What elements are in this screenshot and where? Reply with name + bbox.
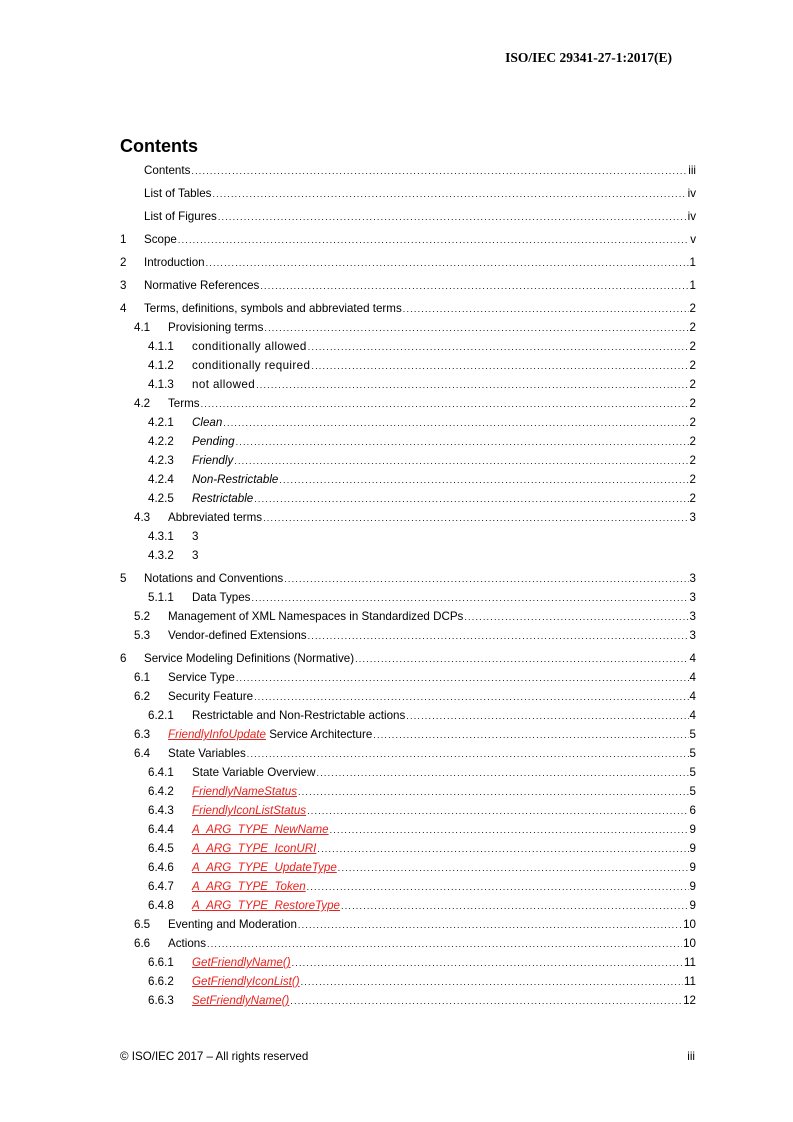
toc-entry-page: 9 <box>689 861 696 874</box>
toc-entry[interactable] <box>120 435 696 454</box>
toc-entry-title: Introduction <box>144 256 205 269</box>
dot-leader <box>307 882 689 892</box>
toc-entry-page: 4 <box>689 690 696 703</box>
toc-entry[interactable] <box>120 416 696 435</box>
toc-entry-page: 6 <box>689 804 696 817</box>
toc-entry-number: 4.2 <box>134 397 151 410</box>
dot-leader <box>338 863 689 873</box>
toc-entry-number: 4.1.1 <box>148 340 174 353</box>
dot-leader <box>254 692 688 702</box>
toc-entry-number: 6.6.1 <box>148 956 174 969</box>
toc-entry-link[interactable]: A_ARG_TYPE_NewName <box>192 823 329 836</box>
dot-leader <box>292 958 683 968</box>
dot-leader <box>279 475 688 485</box>
toc-entry-number: 6.4.7 <box>148 880 174 893</box>
toc-entry-title: Restrictable <box>192 492 254 505</box>
dot-leader <box>307 806 688 816</box>
footer-page-number: iii <box>687 1050 695 1063</box>
toc-entry-number: 6.3 <box>134 728 151 741</box>
toc-entry-page: 2 <box>689 378 696 391</box>
toc-entry-title: List of Figures <box>144 210 217 223</box>
dot-leader <box>373 730 688 740</box>
dot-leader <box>212 189 686 199</box>
dot-leader <box>317 768 689 778</box>
toc-entry-title: Pending <box>192 435 235 448</box>
toc-entry-number: 4.2.1 <box>148 416 174 429</box>
toc-entry[interactable] <box>120 880 696 899</box>
toc-entry-title: Restrictable and Non-Restrictable actions <box>192 709 406 722</box>
toc-entry-title: Scope <box>144 233 177 246</box>
toc-entry-page: 4 <box>689 671 696 684</box>
toc-entry-number: 6.5 <box>134 918 151 931</box>
toc-entry-page: 5 <box>689 728 696 741</box>
toc-entry[interactable] <box>120 233 696 252</box>
dot-leader <box>236 673 689 683</box>
toc-entry[interactable] <box>120 210 696 229</box>
toc-entry-title: Abbreviated terms <box>168 511 263 524</box>
toc-entry[interactable] <box>120 629 696 648</box>
dot-leader <box>298 787 689 797</box>
toc-entry-page: 1 <box>689 256 696 269</box>
toc-entry-number: 5 <box>120 572 127 585</box>
toc-entry[interactable] <box>120 652 696 671</box>
toc-entry-link[interactable]: SetFriendlyName() <box>192 994 290 1007</box>
toc-entry-title: Terms, definitions, symbols and abbreviated terms <box>144 302 402 315</box>
toc-entry-number: 6.2.1 <box>148 709 174 722</box>
toc-entry-link[interactable]: FriendlyIconListStatus <box>192 804 307 817</box>
toc-entry-title: List of Tables <box>144 187 212 200</box>
dot-leader <box>191 166 687 176</box>
toc-entry-number: 4.3 <box>134 511 151 524</box>
toc-entry-title: Service Type <box>168 671 235 684</box>
toc-entry-title: 3 <box>192 549 199 562</box>
toc-entry[interactable] <box>120 671 696 690</box>
toc-entry-page: 12 <box>683 994 696 1007</box>
toc-entry-number: 6 <box>120 652 127 665</box>
toc-entry-number: 6.6.2 <box>148 975 174 988</box>
toc-entry-title: Non-Restrictable <box>192 473 279 486</box>
toc-entry-link[interactable]: FriendlyNameStatus <box>192 785 298 798</box>
toc-entry[interactable] <box>120 302 696 321</box>
toc-entry-title: Security Feature <box>168 690 254 703</box>
dot-leader <box>201 399 689 409</box>
toc-entry-page: 11 <box>683 975 696 988</box>
toc-entry-title: Contents <box>144 164 191 177</box>
toc-entry-title: Normative References <box>144 279 260 292</box>
toc-entry-title: Actions <box>168 937 207 950</box>
toc-entry-page: 2 <box>689 492 696 505</box>
dot-leader <box>223 418 688 428</box>
toc-entry-page: 9 <box>689 823 696 836</box>
toc-entry-number: 3 <box>120 279 127 292</box>
toc-entry[interactable] <box>120 454 696 473</box>
toc-entry-title: 3 <box>192 530 199 543</box>
toc-entry-title: State Variables <box>168 747 246 760</box>
toc-entry-title: Clean <box>192 416 223 429</box>
toc-entry-number: 6.4.8 <box>148 899 174 912</box>
toc-entry-page: 2 <box>689 359 696 372</box>
toc-entry-page: 5 <box>689 766 696 779</box>
toc-entry-link[interactable]: A_ARG_TYPE_RestoreType <box>192 899 340 912</box>
dot-leader <box>298 920 682 930</box>
dot-leader <box>254 494 688 504</box>
toc-entry-page: 1 <box>689 279 696 292</box>
toc-entry-title-suffix: Service Architecture <box>265 728 373 741</box>
toc-entry[interactable] <box>120 937 696 956</box>
toc-entry[interactable] <box>120 709 696 728</box>
toc-entry-page: 3 <box>689 572 696 585</box>
toc-entry-number: 6.4.6 <box>148 861 174 874</box>
toc-entry-page: 3 <box>689 511 696 524</box>
toc-entry[interactable] <box>120 728 696 747</box>
toc-entry-page: 10 <box>683 937 696 950</box>
toc-entry[interactable] <box>120 549 696 568</box>
toc-entry-page: 4 <box>689 652 696 665</box>
toc-entry-page: 2 <box>689 454 696 467</box>
dot-leader <box>330 825 689 835</box>
toc-entry[interactable] <box>120 473 696 492</box>
toc-entry[interactable] <box>120 340 696 359</box>
toc-entry-page: 2 <box>689 302 696 315</box>
dot-leader <box>207 939 682 949</box>
dot-leader <box>206 258 689 268</box>
toc-entry-page: 2 <box>689 321 696 334</box>
dot-leader <box>247 749 689 759</box>
footer-copyright: © ISO/IEC 2017 – All rights reserved <box>120 1050 309 1063</box>
dot-leader <box>251 593 688 603</box>
toc-entry-number: 4.1 <box>134 321 151 334</box>
toc-entry-link[interactable]: A_ARG_TYPE_UpdateType <box>192 861 337 874</box>
toc-entry-number: 4.2.5 <box>148 492 174 505</box>
toc-entry[interactable] <box>120 572 696 591</box>
dot-leader <box>406 711 688 721</box>
toc-entry-number: 6.4.2 <box>148 785 174 798</box>
toc-entry-number: 6.6.3 <box>148 994 174 1007</box>
toc-entry-number: 5.3 <box>134 629 151 642</box>
toc-entry-page: 9 <box>689 842 696 855</box>
toc-entry-title: Data Types <box>192 591 251 604</box>
toc-entry-title: Terms <box>168 397 200 410</box>
toc-entry[interactable] <box>120 994 696 1013</box>
page-title: Contents <box>120 136 198 156</box>
toc-entry-page: 4 <box>689 709 696 722</box>
toc-entry[interactable] <box>120 690 696 709</box>
toc-entry-number: 4 <box>120 302 127 315</box>
toc-entry[interactable] <box>120 804 696 823</box>
toc-entry-link[interactable]: GetFriendlyName() <box>192 956 291 969</box>
toc-entry-number: 6.4.5 <box>148 842 174 855</box>
toc-entry-page: 2 <box>689 435 696 448</box>
toc-entry[interactable] <box>120 164 696 183</box>
table-of-contents <box>120 164 696 1013</box>
dot-leader <box>218 212 687 222</box>
dot-leader <box>403 304 689 314</box>
toc-entry[interactable] <box>120 279 696 298</box>
toc-entry-title: Provisioning terms <box>168 321 264 334</box>
dot-leader <box>234 456 688 466</box>
toc-entry-number: 4.2.4 <box>148 473 174 486</box>
toc-entry-number: 1 <box>120 233 127 246</box>
toc-entry-title: Friendly <box>192 454 234 467</box>
toc-entry-page: 2 <box>689 340 696 353</box>
toc-entry[interactable] <box>120 610 696 629</box>
toc-entry[interactable] <box>120 956 696 975</box>
document-identifier: ISO/IEC 29341-27-1:2017(E) <box>505 50 672 65</box>
dot-leader <box>308 631 689 641</box>
toc-entry-page: 11 <box>683 956 696 969</box>
toc-entry-page: 9 <box>689 880 696 893</box>
toc-entry-title: conditionally allowed <box>192 340 307 353</box>
toc-entry-title: Notations and Conventions <box>144 572 284 585</box>
toc-entry-page: iv <box>687 187 696 200</box>
toc-entry[interactable] <box>120 975 696 994</box>
toc-entry[interactable] <box>120 918 696 937</box>
dot-leader <box>260 281 688 291</box>
toc-entry[interactable] <box>120 492 696 511</box>
toc-entry[interactable] <box>120 187 696 206</box>
dot-leader <box>317 844 688 854</box>
dot-leader <box>308 342 689 352</box>
toc-entry-title: not allowed <box>192 378 256 391</box>
toc-entry-link[interactable]: A_ARG_TYPE_IconURI <box>192 842 317 855</box>
dot-leader <box>290 996 682 1006</box>
toc-entry[interactable] <box>120 842 696 861</box>
dot-leader <box>464 612 688 622</box>
toc-entry-number: 6.6 <box>134 937 151 950</box>
toc-entry[interactable] <box>120 397 696 416</box>
toc-entry-number: 6.4.4 <box>148 823 174 836</box>
toc-entry-page: 9 <box>689 899 696 912</box>
dot-leader <box>264 323 688 333</box>
toc-entry-number: 4.2.2 <box>148 435 174 448</box>
toc-entry[interactable] <box>120 861 696 880</box>
toc-entry-title: State Variable Overview <box>192 766 316 779</box>
toc-entry-number: 4.2.3 <box>148 454 174 467</box>
toc-entry-page: 5 <box>689 785 696 798</box>
toc-entry-page: 3 <box>689 610 696 623</box>
toc-entry-page: 3 <box>689 591 696 604</box>
toc-entry-number: 6.4.1 <box>148 766 174 779</box>
dot-leader <box>341 901 689 911</box>
toc-entry[interactable] <box>120 530 696 549</box>
toc-entry-page: 10 <box>683 918 696 931</box>
toc-entry-title: Eventing and Moderation <box>168 918 297 931</box>
toc-entry[interactable] <box>120 899 696 918</box>
dot-leader <box>178 235 689 245</box>
toc-entry-number: 6.4.3 <box>148 804 174 817</box>
toc-entry-number: 4.3.2 <box>148 549 174 562</box>
dot-leader <box>263 513 688 523</box>
toc-entry-number: 4.1.2 <box>148 359 174 372</box>
toc-entry-title: Vendor-defined Extensions <box>168 629 307 642</box>
toc-entry-title: conditionally required <box>192 359 311 372</box>
toc-entry-page: 5 <box>689 747 696 760</box>
toc-entry[interactable] <box>120 591 696 610</box>
toc-entry-title: Management of XML Namespaces in Standardized DCPs <box>168 610 464 623</box>
dot-leader <box>256 380 688 390</box>
toc-entry-page: v <box>690 233 696 246</box>
dot-leader <box>311 361 688 371</box>
toc-entry[interactable] <box>120 321 696 340</box>
toc-entry-number: 6.4 <box>134 747 151 760</box>
toc-entry-page: 2 <box>689 397 696 410</box>
toc-entry-title: Service Modeling Definitions (Normative) <box>144 652 355 665</box>
toc-entry-number: 5.1.1 <box>148 591 174 604</box>
dot-leader <box>301 977 683 987</box>
toc-entry-page: 3 <box>689 629 696 642</box>
toc-entry-page: iv <box>687 210 696 223</box>
toc-entry-number: 5.2 <box>134 610 151 623</box>
toc-entry-number: 4.1.3 <box>148 378 174 391</box>
toc-entry[interactable] <box>120 747 696 766</box>
toc-entry-number: 2 <box>120 256 127 269</box>
toc-entry-number: 6.2 <box>134 690 151 703</box>
toc-entry-number: 6.1 <box>134 671 151 684</box>
toc-entry-link[interactable]: A_ARG_TYPE_Token <box>192 880 306 893</box>
toc-entry-number: 4.3.1 <box>148 530 174 543</box>
toc-entry[interactable] <box>120 256 696 275</box>
toc-entry[interactable] <box>120 359 696 378</box>
dot-leader <box>236 437 689 447</box>
toc-entry-page: 2 <box>689 473 696 486</box>
toc-entry-link[interactable]: FriendlyInfoUpdate <box>168 728 266 741</box>
dot-leader <box>355 654 688 664</box>
dot-leader <box>284 574 688 584</box>
toc-entry-page: iii <box>688 164 696 177</box>
toc-entry[interactable] <box>120 785 696 804</box>
toc-entry-page: 2 <box>689 416 696 429</box>
toc-entry[interactable] <box>120 823 696 842</box>
toc-entry[interactable] <box>120 511 696 530</box>
toc-entry[interactable] <box>120 378 696 397</box>
toc-entry-link[interactable]: GetFriendlyIconList() <box>192 975 300 988</box>
toc-entry[interactable] <box>120 766 696 785</box>
